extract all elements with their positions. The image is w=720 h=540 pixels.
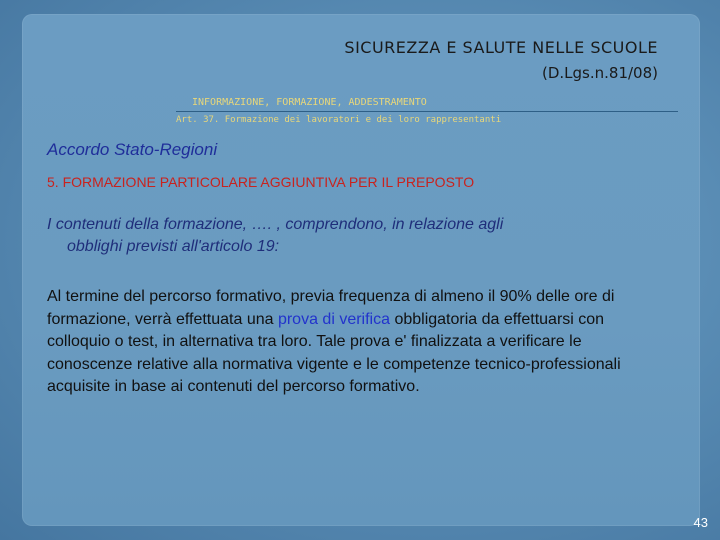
header-divider	[176, 111, 678, 112]
slide-subtitle: (D.Lgs.n.81/08)	[542, 64, 658, 82]
agreement-title: Accordo Stato-Regioni	[47, 140, 218, 159]
body-text-start: Al termine del percorso formativo, previa frequenza di almeno il 90% delle ore di formazione, verrà effettuata una	[47, 288, 615, 328]
intro-line-2: obblighi previsti all'articolo 19:	[67, 238, 280, 255]
point-title: 5. FORMAZIONE PARTICOLARE AGGIUNTIVA PER IL PREPOSTO	[47, 174, 475, 190]
intro-paragraph	[47, 214, 647, 258]
body-paragraph	[47, 286, 647, 399]
intro-line-1: I contenuti della formazione, …. , comprendono, in relazione agli	[47, 216, 504, 233]
highlighted-phrase: prova di verifica	[277, 310, 390, 328]
page-number: 43	[693, 515, 708, 530]
body-text-end: obbligatoria da effettuarsi con colloquio o test, in alternativa tra loro. Tale prova e' finalizzata a verificare le conoscenze relative alla normativa vigente e le competenze tecnico-professionali acquisite in base ai contenuti del percorso formativo.	[47, 310, 621, 395]
slide-title: SICUREZZA E SALUTE NELLE SCUOLE	[344, 38, 658, 57]
article-reference: Art. 37. Formazione dei lavoratori e dei loro rappresentanti	[176, 115, 502, 125]
section-heading: INFORMAZIONE, FORMAZIONE, ADDESTRAMENTO	[192, 97, 427, 108]
content-panel	[22, 14, 700, 526]
